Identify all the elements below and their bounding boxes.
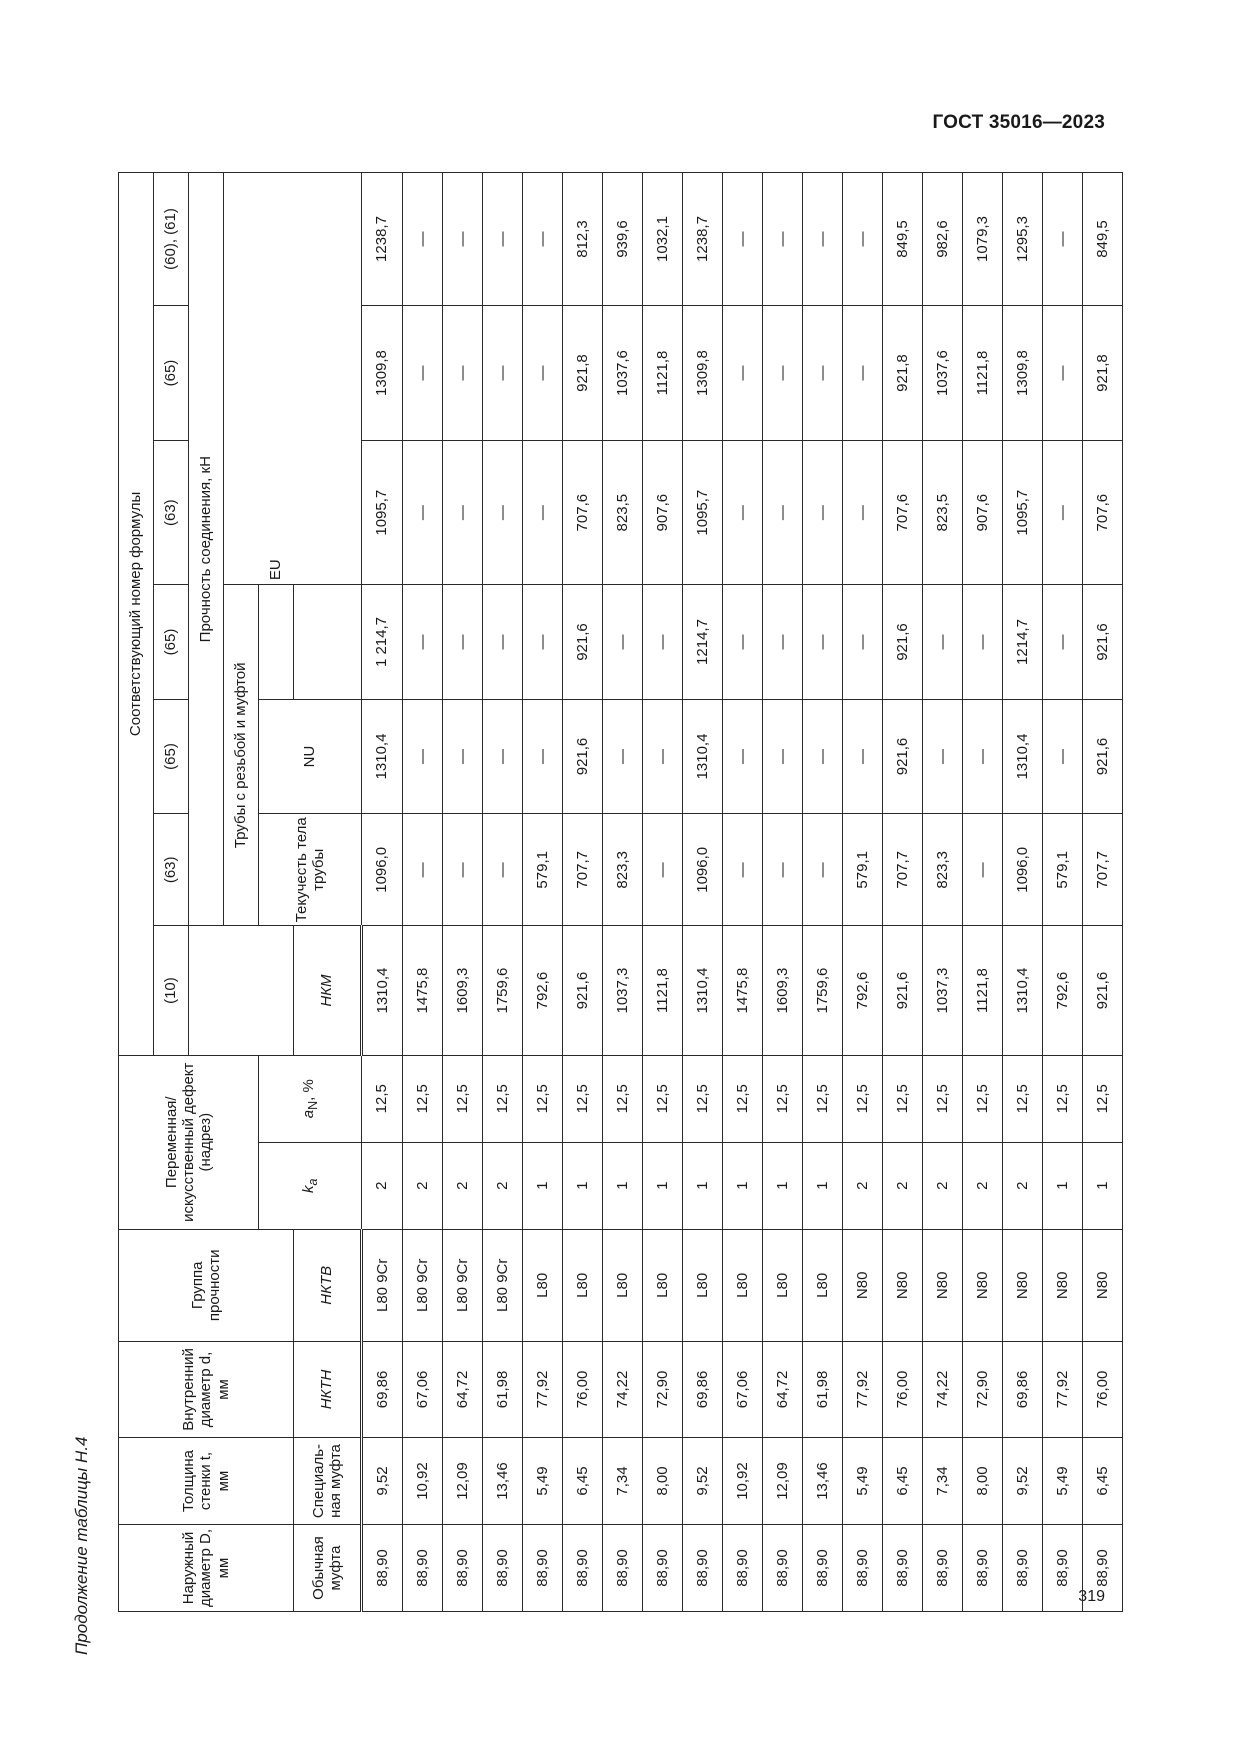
cell-nktv: 1037,6: [923, 306, 963, 441]
cell-nktn: 907,6: [643, 441, 683, 585]
cell-an: 12,5: [483, 1055, 523, 1142]
cell-nktv: —: [803, 306, 843, 441]
cell-outer-diameter: 88,90: [403, 1525, 443, 1612]
cell-eu-special: —: [603, 585, 643, 699]
cell-strength-group: L80: [643, 1229, 683, 1341]
cell-strength-group: N80: [963, 1229, 1003, 1341]
cell-outer-diameter: 88,90: [563, 1525, 603, 1612]
cell-nktv: —: [483, 306, 523, 441]
cell-nktv: —: [723, 306, 763, 441]
cell-inner-diameter: 69,86: [1003, 1341, 1043, 1437]
cell-wall-thickness: 7,34: [923, 1438, 963, 1525]
cell-an: 12,5: [403, 1055, 443, 1142]
cell-an: 12,5: [1003, 1055, 1043, 1142]
cell-outer-diameter: 88,90: [523, 1525, 563, 1612]
cell-body-yield: 1475,8: [723, 926, 763, 1055]
cell-nkm: —: [443, 173, 483, 306]
cell-inner-diameter: 76,00: [563, 1341, 603, 1437]
cell-nkm: —: [1043, 173, 1083, 306]
cell-an: 12,5: [843, 1055, 883, 1142]
cell-body-yield: 1121,8: [643, 926, 683, 1055]
cell-eu-special: 1214,7: [683, 585, 723, 699]
table-row: [1083, 173, 1123, 1612]
cell-an: 12,5: [883, 1055, 923, 1142]
cell-eu-special: 1214,7: [1003, 585, 1043, 699]
cell-an: 12,5: [803, 1055, 843, 1142]
cell-nkm: 849,5: [1083, 173, 1123, 306]
cell-inner-diameter: 76,00: [883, 1341, 923, 1437]
cell-ka: 2: [403, 1142, 443, 1229]
cell-eu-regular: —: [603, 699, 643, 813]
cell-inner-diameter: 69,86: [683, 1341, 723, 1437]
cell-ka: 1: [523, 1142, 563, 1229]
cell-inner-diameter: 64,72: [763, 1341, 803, 1437]
cell-wall-thickness: 6,45: [883, 1438, 923, 1525]
cell-outer-diameter: 88,90: [723, 1525, 763, 1612]
cell-wall-thickness: 5,49: [1043, 1438, 1083, 1525]
cell-eu-regular: —: [923, 699, 963, 813]
cell-wall-thickness: 5,49: [523, 1438, 563, 1525]
table-row: [523, 173, 563, 1612]
cell-nktv: 1121,8: [963, 306, 1003, 441]
cell-nktn: —: [403, 441, 443, 585]
table-row: [843, 173, 883, 1612]
cell-ka: 1: [763, 1142, 803, 1229]
cell-nktn: 907,6: [963, 441, 1003, 585]
cell-nkm: 1032,1: [643, 173, 683, 306]
cell-body-yield: 1609,3: [763, 926, 803, 1055]
cell-outer-diameter: 88,90: [1043, 1525, 1083, 1612]
formula-number: (63): [154, 814, 189, 926]
table-row: [1043, 173, 1083, 1612]
cell-body-yield: 792,6: [523, 926, 563, 1055]
cell-strength-group: L80 9Cr: [443, 1229, 483, 1341]
header-outer-diameter: Наружный диаметр D, мм: [119, 1525, 294, 1612]
header-regular-coupling: Обычная муфта: [294, 1525, 362, 1612]
cell-nktn: —: [483, 441, 523, 585]
data-table: [118, 172, 1123, 1612]
table-row: [883, 173, 923, 1612]
cell-body-yield: 1759,6: [483, 926, 523, 1055]
cell-outer-diameter: 88,90: [483, 1525, 523, 1612]
cell-nktn: 707,6: [1083, 441, 1123, 585]
cell-wall-thickness: 8,00: [643, 1438, 683, 1525]
cell-outer-diameter: 88,90: [1003, 1525, 1043, 1612]
header-inner-diameter: Внутренний диаметр d, мм: [119, 1341, 294, 1437]
cell-nktv: 1309,8: [1003, 306, 1043, 441]
cell-nktv: —: [443, 306, 483, 441]
cell-body-yield: 1759,6: [803, 926, 843, 1055]
header-nkm: НКМ: [294, 926, 362, 1055]
cell-eu-regular: 1310,4: [1003, 699, 1043, 813]
formula-number: (10): [154, 926, 189, 1055]
header-body-yield: Текучесть тела трубы: [259, 814, 362, 926]
cell-eu-special: —: [843, 585, 883, 699]
cell-strength-group: N80: [1003, 1229, 1043, 1341]
formula-number: (63): [154, 441, 189, 585]
cell-eu-special: 921,6: [1083, 585, 1123, 699]
cell-outer-diameter: 88,90: [362, 1525, 403, 1612]
cell-strength-group: N80: [1083, 1229, 1123, 1341]
cell-nkm: —: [763, 173, 803, 306]
cell-nkm: 849,5: [883, 173, 923, 306]
cell-eu-special: —: [803, 585, 843, 699]
cell-nu: —: [443, 814, 483, 926]
cell-eu-special: —: [403, 585, 443, 699]
cell-nu: 707,7: [563, 814, 603, 926]
header-threaded-pipes: Трубы с резьбой и муфтой: [224, 585, 259, 926]
cell-nu: —: [723, 814, 763, 926]
cell-nktv: 1309,8: [362, 306, 403, 441]
cell-nkm: 1238,7: [683, 173, 723, 306]
cell-inner-diameter: 74,22: [603, 1341, 643, 1437]
cell-nu: —: [643, 814, 683, 926]
cell-strength-group: N80: [1043, 1229, 1083, 1341]
cell-an: 12,5: [1043, 1055, 1083, 1142]
cell-strength-group: L80: [683, 1229, 723, 1341]
cell-eu-special: —: [483, 585, 523, 699]
table-row: [683, 173, 723, 1612]
page-number: 319: [1078, 1588, 1105, 1605]
header-strength-group: Группа прочности: [119, 1229, 294, 1341]
cell-strength-group: L80 9Cr: [483, 1229, 523, 1341]
cell-nktv: 921,8: [563, 306, 603, 441]
cell-wall-thickness: 12,09: [443, 1438, 483, 1525]
cell-eu-regular: —: [483, 699, 523, 813]
cell-eu-regular: 1310,4: [362, 699, 403, 813]
cell-body-yield: 1475,8: [403, 926, 443, 1055]
table-row: [763, 173, 803, 1612]
cell-strength-group: L80: [803, 1229, 843, 1341]
cell-eu-regular: —: [803, 699, 843, 813]
cell-nkm: 1238,7: [362, 173, 403, 306]
cell-nkm: 1079,3: [963, 173, 1003, 306]
cell-an: 12,5: [683, 1055, 723, 1142]
cell-body-yield: 1037,3: [923, 926, 963, 1055]
cell-outer-diameter: 88,90: [843, 1525, 883, 1612]
cell-inner-diameter: 67,06: [723, 1341, 763, 1437]
header-special-coupling: Специаль- ная муфта: [294, 1438, 362, 1525]
cell-inner-diameter: 72,90: [643, 1341, 683, 1437]
cell-nu: 707,7: [1083, 814, 1123, 926]
cell-outer-diameter: 88,90: [443, 1525, 483, 1612]
cell-eu-regular: 921,6: [563, 699, 603, 813]
cell-ka: 1: [643, 1142, 683, 1229]
cell-inner-diameter: 61,98: [803, 1341, 843, 1437]
cell-ka: 1: [1083, 1142, 1123, 1229]
cell-wall-thickness: 7,34: [603, 1438, 643, 1525]
table-row: [803, 173, 843, 1612]
cell-body-yield: 1609,3: [443, 926, 483, 1055]
cell-body-yield: 1037,3: [603, 926, 643, 1055]
cell-wall-thickness: 8,00: [963, 1438, 1003, 1525]
cell-body-yield: 1310,4: [683, 926, 723, 1055]
cell-an: 12,5: [362, 1055, 403, 1142]
cell-strength-group: L80: [603, 1229, 643, 1341]
cell-outer-diameter: 88,90: [883, 1525, 923, 1612]
cell-nkm: —: [843, 173, 883, 306]
cell-nktn: 707,6: [883, 441, 923, 585]
cell-an: 12,5: [603, 1055, 643, 1142]
header-an: $a_N$, %: [259, 1055, 362, 1142]
cell-nu: 707,7: [883, 814, 923, 926]
header-wall-thickness: Толщина стенки t, мм: [119, 1438, 294, 1525]
header-nktv: НКТВ: [294, 1229, 362, 1341]
cell-eu-regular: —: [1043, 699, 1083, 813]
cell-inner-diameter: 77,92: [843, 1341, 883, 1437]
cell-inner-diameter: 74,22: [923, 1341, 963, 1437]
cell-nktn: —: [803, 441, 843, 585]
cell-nktn: —: [723, 441, 763, 585]
table-row: [923, 173, 963, 1612]
cell-nu: —: [483, 814, 523, 926]
cell-nu: —: [403, 814, 443, 926]
cell-nu: 823,3: [603, 814, 643, 926]
cell-strength-group: N80: [923, 1229, 963, 1341]
table-row: [1003, 173, 1043, 1612]
cell-wall-thickness: 10,92: [723, 1438, 763, 1525]
cell-nu: —: [803, 814, 843, 926]
cell-ka: 2: [963, 1142, 1003, 1229]
cell-nu: 1096,0: [683, 814, 723, 926]
cell-nu: 1096,0: [1003, 814, 1043, 926]
document-header: ГОСТ 35016—2023: [932, 112, 1105, 133]
cell-outer-diameter: 88,90: [963, 1525, 1003, 1612]
table-row: [403, 173, 443, 1612]
cell-inner-diameter: 61,98: [483, 1341, 523, 1437]
rotated-table-wrapper: [118, 172, 1111, 1612]
cell-an: 12,5: [723, 1055, 763, 1142]
cell-an: 12,5: [443, 1055, 483, 1142]
cell-inner-diameter: 69,86: [362, 1341, 403, 1437]
cell-body-yield: 921,6: [1083, 926, 1123, 1055]
cell-nkm: —: [723, 173, 763, 306]
cell-body-yield: 921,6: [563, 926, 603, 1055]
cell-inner-diameter: 67,06: [403, 1341, 443, 1437]
cell-nkm: 982,6: [923, 173, 963, 306]
cell-ka: 2: [923, 1142, 963, 1229]
cell-an: 12,5: [643, 1055, 683, 1142]
cell-eu-regular: 921,6: [1083, 699, 1123, 813]
formula-number: (60), (61): [154, 173, 189, 306]
cell-inner-diameter: 72,90: [963, 1341, 1003, 1437]
header-nu: NU: [259, 699, 362, 813]
cell-body-yield: 1310,4: [362, 926, 403, 1055]
cell-wall-thickness: 9,52: [1003, 1438, 1043, 1525]
cell-an: 12,5: [563, 1055, 603, 1142]
cell-outer-diameter: 88,90: [603, 1525, 643, 1612]
cell-ka: 2: [362, 1142, 403, 1229]
cell-ka: 2: [843, 1142, 883, 1229]
cell-outer-diameter: 88,90: [923, 1525, 963, 1612]
cell-nktn: 823,5: [923, 441, 963, 585]
cell-body-yield: 792,6: [1043, 926, 1083, 1055]
cell-eu-regular: 921,6: [883, 699, 923, 813]
cell-nktv: —: [523, 306, 563, 441]
cell-strength-group: L80 9Cr: [362, 1229, 403, 1341]
cell-ka: 2: [1003, 1142, 1043, 1229]
cell-wall-thickness: 5,49: [843, 1438, 883, 1525]
cell-eu-regular: —: [403, 699, 443, 813]
cell-nktn: —: [523, 441, 563, 585]
table-row: [723, 173, 763, 1612]
cell-body-yield: 921,6: [883, 926, 923, 1055]
formula-number: (65): [154, 585, 189, 699]
cell-eu-special: 921,6: [563, 585, 603, 699]
cell-outer-diameter: 88,90: [683, 1525, 723, 1612]
cell-an: 12,5: [763, 1055, 803, 1142]
cell-strength-group: L80: [523, 1229, 563, 1341]
table-row: [483, 173, 523, 1612]
formula-number: (65): [154, 699, 189, 813]
cell-nu: 1096,0: [362, 814, 403, 926]
cell-nktn: —: [1043, 441, 1083, 585]
cell-eu-special: —: [643, 585, 683, 699]
cell-inner-diameter: 77,92: [523, 1341, 563, 1437]
cell-outer-diameter: 88,90: [803, 1525, 843, 1612]
table-row: [443, 173, 483, 1612]
header-ka: $k_a$: [259, 1142, 362, 1229]
cell-ka: 1: [1043, 1142, 1083, 1229]
cell-nkm: 939,6: [603, 173, 643, 306]
cell-nktn: —: [443, 441, 483, 585]
cell-nktv: —: [403, 306, 443, 441]
cell-outer-diameter: 88,90: [643, 1525, 683, 1612]
cell-nu: 579,1: [1043, 814, 1083, 926]
cell-nktn: 1095,7: [362, 441, 403, 585]
cell-nktv: —: [1043, 306, 1083, 441]
table-row: [362, 173, 403, 1612]
cell-eu-regular: —: [523, 699, 563, 813]
cell-eu-special: —: [1043, 585, 1083, 699]
cell-nu: —: [763, 814, 803, 926]
cell-an: 12,5: [963, 1055, 1003, 1142]
header-nktn: НКТН: [294, 1341, 362, 1437]
cell-ka: 2: [883, 1142, 923, 1229]
cell-nkm: —: [803, 173, 843, 306]
cell-ka: 1: [723, 1142, 763, 1229]
cell-eu-regular: —: [843, 699, 883, 813]
cell-outer-diameter: 88,90: [1083, 1525, 1123, 1612]
table-row: [643, 173, 683, 1612]
header-defect: Переменная/ искусственный дефект (надрез): [119, 1055, 259, 1229]
cell-ka: 2: [483, 1142, 523, 1229]
cell-nktn: —: [763, 441, 803, 585]
cell-nktn: 1095,7: [683, 441, 723, 585]
cell-nu: 579,1: [523, 814, 563, 926]
cell-ka: 1: [803, 1142, 843, 1229]
cell-nkm: —: [523, 173, 563, 306]
table-row: [963, 173, 1003, 1612]
cell-wall-thickness: 12,09: [763, 1438, 803, 1525]
cell-eu-regular: —: [643, 699, 683, 813]
cell-inner-diameter: 76,00: [1083, 1341, 1123, 1437]
cell-wall-thickness: 13,46: [803, 1438, 843, 1525]
cell-inner-diameter: 77,92: [1043, 1341, 1083, 1437]
cell-an: 12,5: [923, 1055, 963, 1142]
cell-eu-special: 1 214,7: [362, 585, 403, 699]
cell-eu-regular: —: [443, 699, 483, 813]
cell-eu-special: —: [763, 585, 803, 699]
table-caption: Продолжение таблицы Н.4: [72, 1436, 91, 1655]
cell-nktv: 1037,6: [603, 306, 643, 441]
cell-wall-thickness: 10,92: [403, 1438, 443, 1525]
cell-strength-group: L80: [563, 1229, 603, 1341]
cell-ka: 1: [683, 1142, 723, 1229]
cell-wall-thickness: 6,45: [1083, 1438, 1123, 1525]
cell-nkm: 812,3: [563, 173, 603, 306]
header-joint-strength: Прочность соединения, кН: [189, 173, 224, 926]
cell-strength-group: L80: [763, 1229, 803, 1341]
cell-eu-regular: —: [763, 699, 803, 813]
cell-nktn: 1095,7: [1003, 441, 1043, 585]
cell-strength-group: N80: [883, 1229, 923, 1341]
cell-nkm: —: [403, 173, 443, 306]
cell-eu-special: —: [443, 585, 483, 699]
cell-strength-group: L80: [723, 1229, 763, 1341]
cell-wall-thickness: 9,52: [362, 1438, 403, 1525]
cell-nktv: 921,8: [1083, 306, 1123, 441]
header-eu: EU: [259, 441, 294, 700]
cell-nu: 823,3: [923, 814, 963, 926]
cell-strength-group: N80: [843, 1229, 883, 1341]
table-row: [563, 173, 603, 1612]
cell-eu-special: —: [963, 585, 1003, 699]
cell-an: 12,5: [1083, 1055, 1123, 1142]
cell-wall-thickness: 13,46: [483, 1438, 523, 1525]
cell-nktv: 1309,8: [683, 306, 723, 441]
cell-nktn: 823,5: [603, 441, 643, 585]
cell-nkm: 1295,3: [1003, 173, 1043, 306]
cell-body-yield: 1121,8: [963, 926, 1003, 1055]
cell-eu-special: —: [523, 585, 563, 699]
formula-number: (65): [154, 306, 189, 441]
cell-eu-regular: 1310,4: [683, 699, 723, 813]
cell-body-yield: 1310,4: [1003, 926, 1043, 1055]
cell-nktn: —: [843, 441, 883, 585]
cell-eu-special: 921,6: [883, 585, 923, 699]
cell-ka: 1: [563, 1142, 603, 1229]
cell-eu-special: —: [923, 585, 963, 699]
cell-nu: 579,1: [843, 814, 883, 926]
cell-ka: 1: [603, 1142, 643, 1229]
cell-body-yield: 792,6: [843, 926, 883, 1055]
cell-inner-diameter: 64,72: [443, 1341, 483, 1437]
cell-nktv: 1121,8: [643, 306, 683, 441]
cell-eu-regular: —: [963, 699, 1003, 813]
header-formula-number: Соответствующий номер формулы: [119, 173, 154, 1056]
cell-wall-thickness: 9,52: [683, 1438, 723, 1525]
cell-eu-special: —: [723, 585, 763, 699]
cell-nktn: 707,6: [563, 441, 603, 585]
cell-strength-group: L80 9Cr: [403, 1229, 443, 1341]
cell-nktv: —: [843, 306, 883, 441]
cell-eu-regular: —: [723, 699, 763, 813]
cell-an: 12,5: [523, 1055, 563, 1142]
table-row: [603, 173, 643, 1612]
cell-nktv: —: [763, 306, 803, 441]
cell-nktv: 921,8: [883, 306, 923, 441]
table-body: [362, 173, 1123, 1612]
cell-nkm: —: [483, 173, 523, 306]
cell-ka: 2: [443, 1142, 483, 1229]
header-blank: [189, 926, 294, 1055]
cell-outer-diameter: 88,90: [763, 1525, 803, 1612]
cell-nu: —: [963, 814, 1003, 926]
cell-wall-thickness: 6,45: [563, 1438, 603, 1525]
